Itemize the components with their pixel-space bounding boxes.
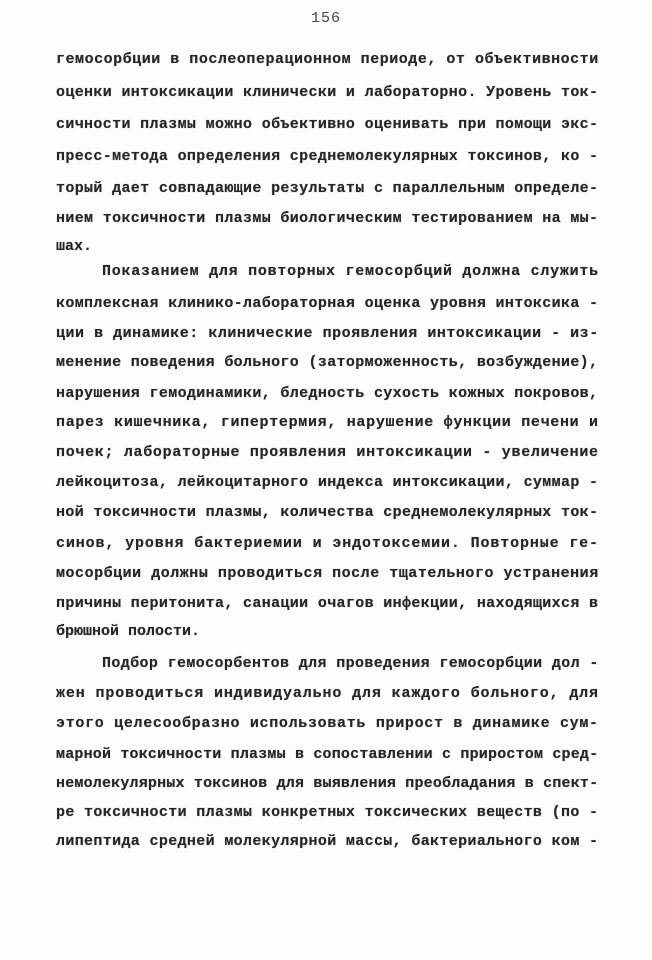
text-line: марной токсичности плазмы в сопоставлении с приростом сред- bbox=[56, 746, 599, 763]
text-line: немолекулярных токсинов для выявления преобладания в спект- bbox=[56, 775, 599, 792]
text-line: шах. bbox=[56, 238, 93, 255]
text-line: оценки интоксикации клинически и лабораторно. Уровень ток- bbox=[56, 84, 599, 101]
text-line: комплексная клинико-лабораторная оценка уровня интоксика - bbox=[56, 295, 599, 312]
text-line: синов, уровня бактериемии и эндотоксемии. Повторные ге- bbox=[56, 535, 599, 552]
text-line: Показанием для повторных гемосорбций должна служить bbox=[102, 263, 599, 280]
text-line: липептида средней молекулярной массы, бактериального ком - bbox=[56, 833, 599, 850]
text-line: ции в динамике: клинические проявления интоксикации - из- bbox=[56, 325, 599, 342]
text-line: нием токсичности плазмы биологическим тестированием на мы- bbox=[56, 210, 599, 227]
text-line: пресс-метода определения среднемолекулярных токсинов, ко - bbox=[56, 148, 599, 165]
text-line: нарушения гемодинамики, бледность сухость кожных покровов, bbox=[56, 385, 599, 402]
text-line: жен проводиться индивидуально для каждого больного, для bbox=[56, 685, 599, 702]
text-line: Подбор гемосорбентов для проведения гемосорбции дол - bbox=[102, 655, 599, 672]
text-line: парез кишечника, гипертермия, нарушение функции печени и bbox=[56, 414, 599, 431]
text-line: причины перитонита, санации очагов инфекции, находящихся в bbox=[56, 595, 599, 612]
text-line: ной токсичности плазмы, количества среднемолекулярных ток- bbox=[56, 504, 599, 521]
text-line: сичности плазмы можно объективно оценивать при помощи экс- bbox=[56, 116, 599, 133]
text-line: брюшной полости. bbox=[56, 623, 201, 640]
text-line: торый дает совпадающие результаты с параллельным определе- bbox=[56, 180, 599, 197]
text-line: этого целесообразно использовать прирост в динамике сум- bbox=[56, 715, 599, 732]
text-line: лейкоцитоза, лейкоцитарного индекса интоксикации, суммар - bbox=[56, 474, 599, 491]
text-line: менение поведения больного (заторможенность, возбуждение), bbox=[56, 354, 599, 371]
text-line: мосорбции должны проводиться после тщательного устранения bbox=[56, 565, 599, 582]
text-line: почек; лабораторные проявления интоксикации - увеличение bbox=[56, 444, 599, 461]
text-line: ре токсичности плазмы конкретных токсических веществ (по - bbox=[56, 804, 599, 821]
page-number: 156 bbox=[310, 10, 341, 27]
text-line: гемосорбции в послеоперационном периоде, от объективности bbox=[56, 51, 599, 68]
